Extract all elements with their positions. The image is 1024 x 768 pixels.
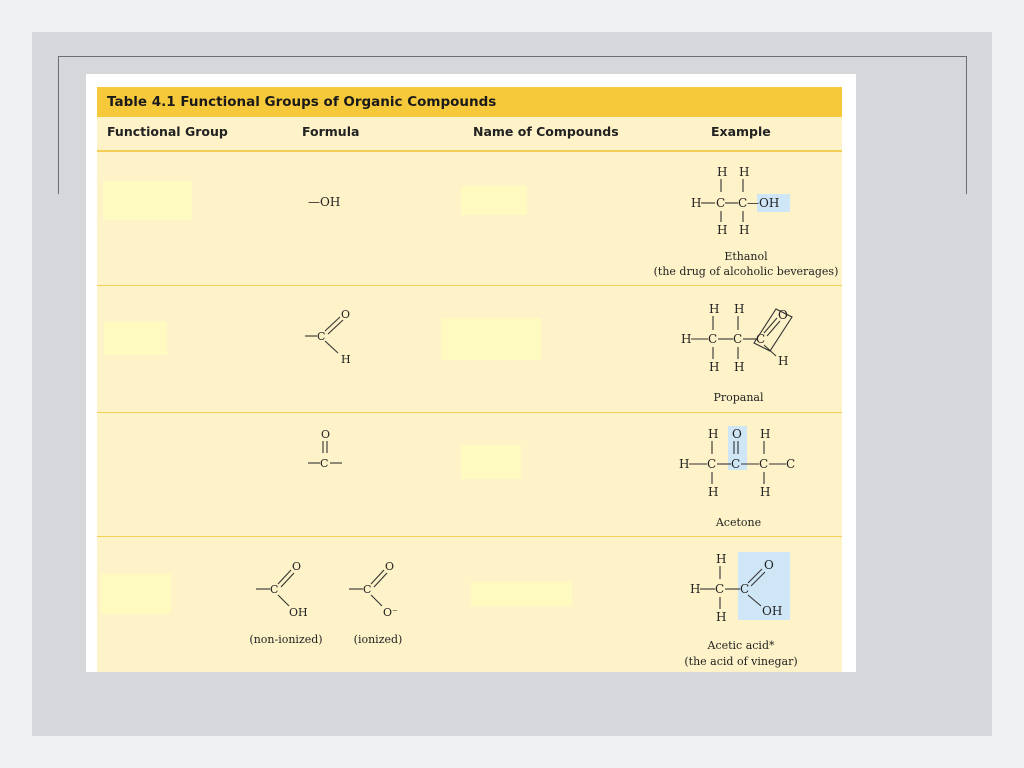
ethanol-structure — [681, 162, 811, 237]
svg-text:C: C — [270, 583, 279, 596]
non-ionized-label: (non-ionized) — [249, 633, 323, 646]
svg-text:H: H — [717, 223, 728, 237]
svg-text:H: H — [760, 485, 771, 499]
svg-text:OH: OH — [289, 606, 308, 619]
blank-functional-group-2 — [104, 322, 167, 355]
blank-compound-name-1 — [461, 186, 527, 215]
ethanol-note: (the drug of alcoholic beverages) — [653, 265, 839, 278]
svg-text:H: H — [739, 165, 750, 179]
svg-text:O: O — [341, 308, 351, 321]
propanal-structure — [676, 299, 816, 379]
svg-text:H: H — [778, 354, 789, 368]
row-divider — [97, 412, 842, 413]
formula-carboxyl-non-ionized — [253, 554, 328, 619]
ethanol-label: Ethanol — [724, 250, 768, 263]
svg-text:H: H — [717, 165, 728, 179]
svg-text:C: C — [363, 583, 372, 596]
column-header-example: Example — [711, 124, 771, 139]
svg-text:O: O — [778, 308, 788, 322]
svg-text:O: O — [732, 427, 742, 441]
svg-text:C: C — [320, 457, 329, 470]
acetic-acid-structure — [684, 549, 799, 629]
svg-text:H: H — [716, 552, 727, 566]
ionized-label: (ionized) — [353, 633, 403, 646]
formula-aldehyde — [300, 304, 360, 369]
svg-text:H: H — [760, 427, 771, 441]
blank-compound-name-4 — [471, 582, 572, 606]
svg-text:H: H — [708, 427, 719, 441]
svg-text:H: H — [709, 302, 720, 316]
svg-text:C: C — [731, 457, 741, 471]
svg-text:O: O — [292, 560, 302, 573]
slide-frame-line-top — [58, 56, 966, 57]
svg-text:C: C — [715, 582, 725, 596]
svg-text:H: H — [709, 360, 720, 374]
table-image — [86, 74, 856, 672]
svg-text:H: H — [716, 610, 727, 624]
svg-text:H: H — [739, 223, 750, 237]
svg-text:OH: OH — [762, 604, 783, 618]
svg-text:O: O — [385, 560, 395, 573]
svg-text:H: H — [691, 196, 702, 210]
svg-text:O⁻: O⁻ — [383, 606, 398, 619]
svg-text:C: C — [708, 332, 718, 346]
formula-ketone — [304, 424, 354, 474]
slide-frame-line-right — [966, 56, 967, 194]
blank-functional-group-4 — [100, 574, 171, 614]
svg-text:C: C — [733, 332, 743, 346]
svg-text:C: C — [740, 582, 750, 596]
svg-text:H: H — [734, 302, 745, 316]
column-header-functional-group: Functional Group — [107, 124, 228, 139]
svg-text:O: O — [321, 428, 331, 441]
acetic-acid-note: (the acid of vinegar) — [684, 655, 798, 668]
svg-text:C: C — [759, 457, 769, 471]
svg-text:C: C — [716, 196, 726, 210]
row-divider — [97, 285, 842, 286]
svg-text:C: C — [317, 330, 326, 343]
blank-compound-name-2 — [441, 318, 541, 360]
svg-text:C: C — [707, 457, 717, 471]
svg-text:H: H — [734, 360, 745, 374]
propanal-label: Propanal — [713, 391, 764, 404]
svg-text:H: H — [690, 582, 701, 596]
svg-text:C: C — [756, 332, 766, 346]
formula-hydroxyl: —OH — [308, 195, 341, 209]
header-divider — [97, 150, 842, 152]
row-divider — [97, 536, 842, 537]
formula-carboxyl-ionized — [346, 554, 421, 619]
svg-text:H: H — [681, 332, 692, 346]
svg-text:H: H — [341, 353, 351, 366]
acetic-acid-label: Acetic acid* — [707, 639, 775, 652]
svg-text:—OH: —OH — [747, 196, 780, 210]
blank-functional-group-1 — [103, 181, 192, 220]
svg-text:O: O — [764, 558, 774, 572]
table-title: Table 4.1 Functional Groups of Organic Compounds — [97, 87, 842, 117]
acetone-label: Acetone — [715, 516, 762, 529]
blank-compound-name-3 — [461, 445, 521, 479]
acetone-structure — [676, 424, 816, 504]
svg-text:H: H — [708, 485, 719, 499]
slide-frame-line-left — [58, 56, 59, 194]
svg-text:C: C — [786, 457, 796, 471]
svg-text:C: C — [738, 196, 748, 210]
svg-text:H: H — [679, 457, 690, 471]
column-header-formula: Formula — [302, 124, 360, 139]
column-header-name-of-compounds: Name of Compounds — [473, 124, 619, 139]
